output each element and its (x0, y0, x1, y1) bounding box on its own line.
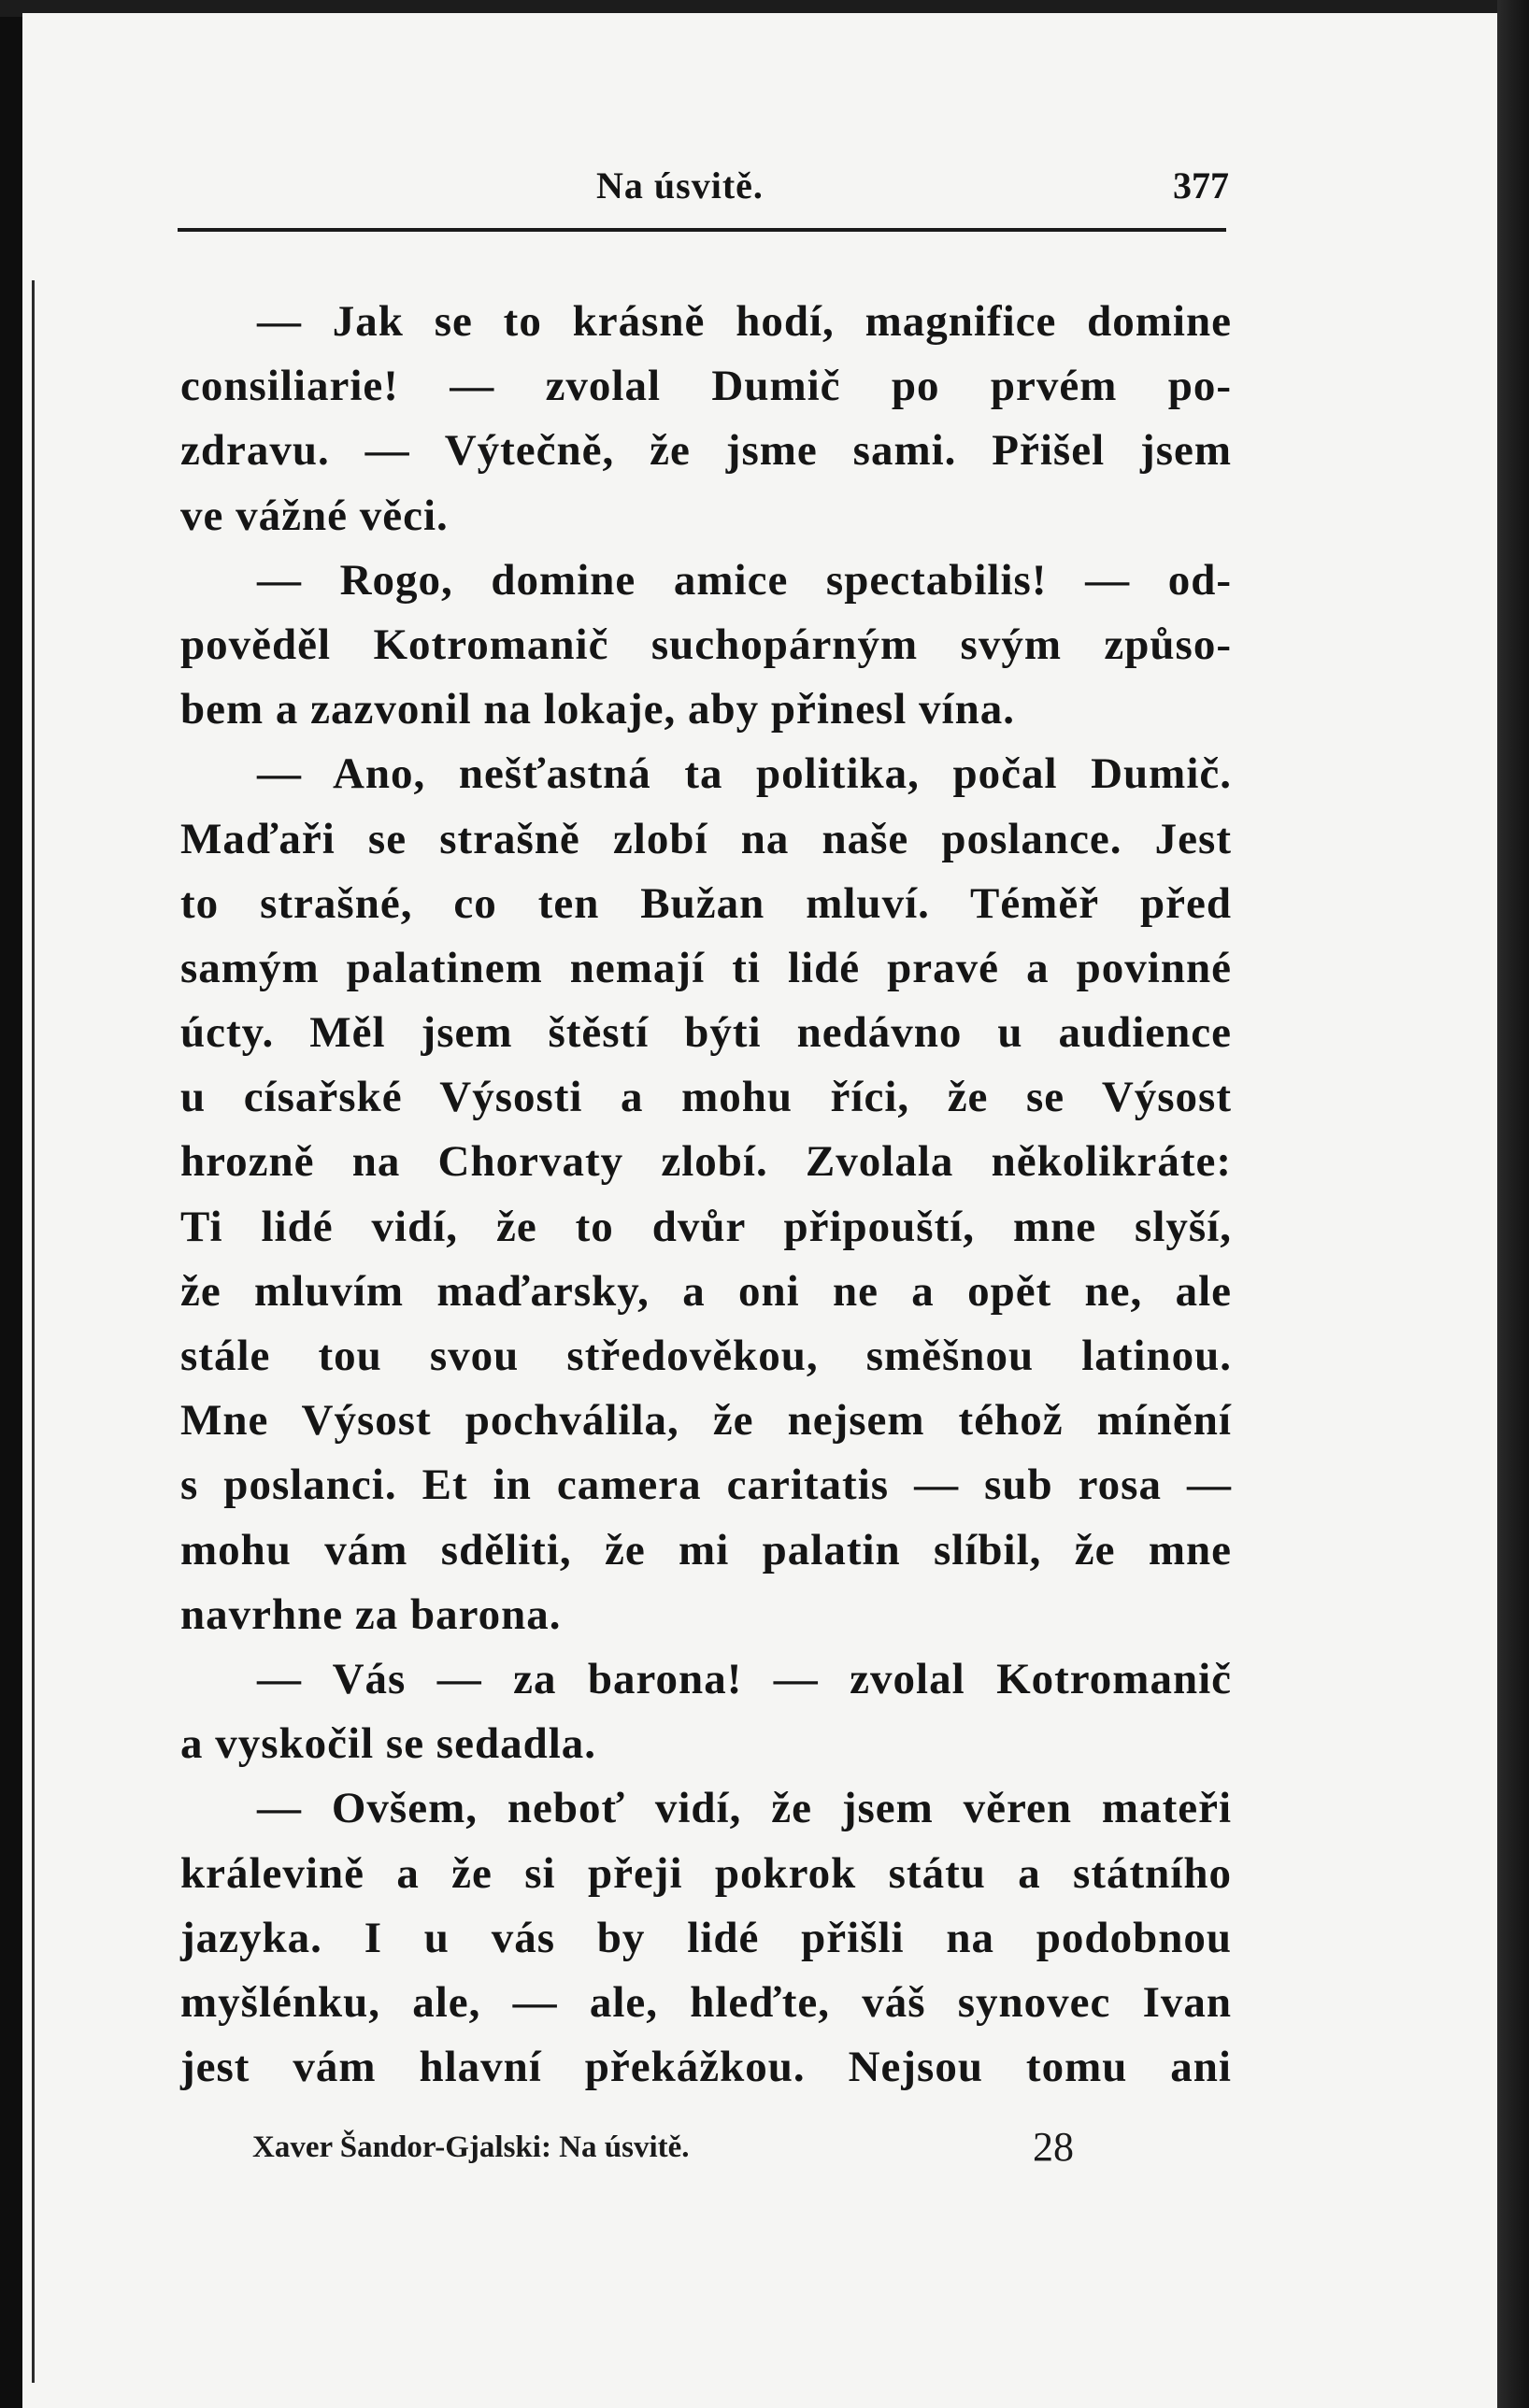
text-line: že mluvím maďarsky, a oni ne a opět ne, ale (180, 1266, 1232, 1316)
text-line: pověděl Kotromanič suchopárným svým způso- (180, 620, 1232, 669)
text-line: consiliarie! — zvolal Dumič po prvém po- (180, 362, 1232, 411)
text-line: králevině a že si přeji pokrok státu a státního (180, 1848, 1232, 1898)
text-line: jazyka. I u vás by lidé přišli na podobnou (180, 1913, 1232, 1962)
text-line: — Rogo, domine amice spectabilis! — od- (257, 555, 1232, 605)
text-line: a vyskočil se sedadla. (180, 1719, 597, 1769)
text-line: bem a zazvonil na lokaje, aby přinesl vína. (180, 685, 1015, 734)
text-line: hrozně na Chorvaty zlobí. Zvolala několikráte: (180, 1137, 1232, 1187)
page-header (178, 164, 1229, 220)
text-line: to strašné, co ten Bužan mluví. Téměř před (180, 878, 1232, 928)
page-footer (252, 2123, 1093, 2179)
text-line: mohu vám sděliti, že mi palatin slíbil, že mne (180, 1525, 1232, 1574)
text-line: úcty. Měl jsem štěstí býti nedávno u audience (180, 1008, 1232, 1058)
text-line: Ti lidé vidí, že to dvůr připouští, mne slyší, (180, 1202, 1232, 1251)
footer-signature: Xaver Šandor-Gjalski: Na úsvitě. (252, 2130, 690, 2164)
text-line: Maďaři se strašně zlobí na naše poslance. Jest (180, 814, 1232, 863)
text-line: — Ovšem, neboť vidí, že jsem věren mateři (257, 1784, 1232, 1833)
page-number: 377 (1173, 164, 1229, 207)
text-line: u císařské Výsosti a mohu říci, že se Výsost (180, 1073, 1232, 1122)
page-body-text (180, 290, 1232, 2100)
text-line: stále tou svou středověkou, směšnou latinou. (180, 1332, 1232, 1380)
running-title: Na úsvitě. (596, 164, 764, 207)
sheet-number: 28 (1033, 2124, 1074, 2170)
scan-border-right (1497, 0, 1529, 2408)
text-line: — Ano, nešťastná ta politika, počal Dumič. (257, 749, 1232, 799)
text-line: navrhne za barona. (180, 1589, 562, 1639)
text-line: ve vážné věci. (180, 491, 449, 540)
text-line: jest vám hlavní překážkou. Nejsou tomu ani (180, 2043, 1232, 2092)
text-line: zdravu. — Výtečně, že jsme sami. Přišel jsem (180, 426, 1232, 476)
header-rule (178, 228, 1226, 232)
text-line: Mne Výsost pochválila, že nejsem téhož mínění (180, 1396, 1232, 1446)
text-line: s poslanci. Et in camera caritatis — sub rosa — (180, 1460, 1232, 1510)
text-line: — Vás — za barona! — zvolal Kotromanič (257, 1654, 1232, 1703)
book-binding-edge (0, 0, 22, 2408)
text-line: samým palatinem nemají ti lidé pravé a povinné (180, 943, 1232, 992)
text-line: myšlénku, ale, — ale, hleďte, váš synovec Ivan (180, 1977, 1232, 2027)
page-gutter-line (32, 280, 35, 2383)
text-line: — Jak se to krásně hodí, magnifice domine (257, 297, 1232, 346)
